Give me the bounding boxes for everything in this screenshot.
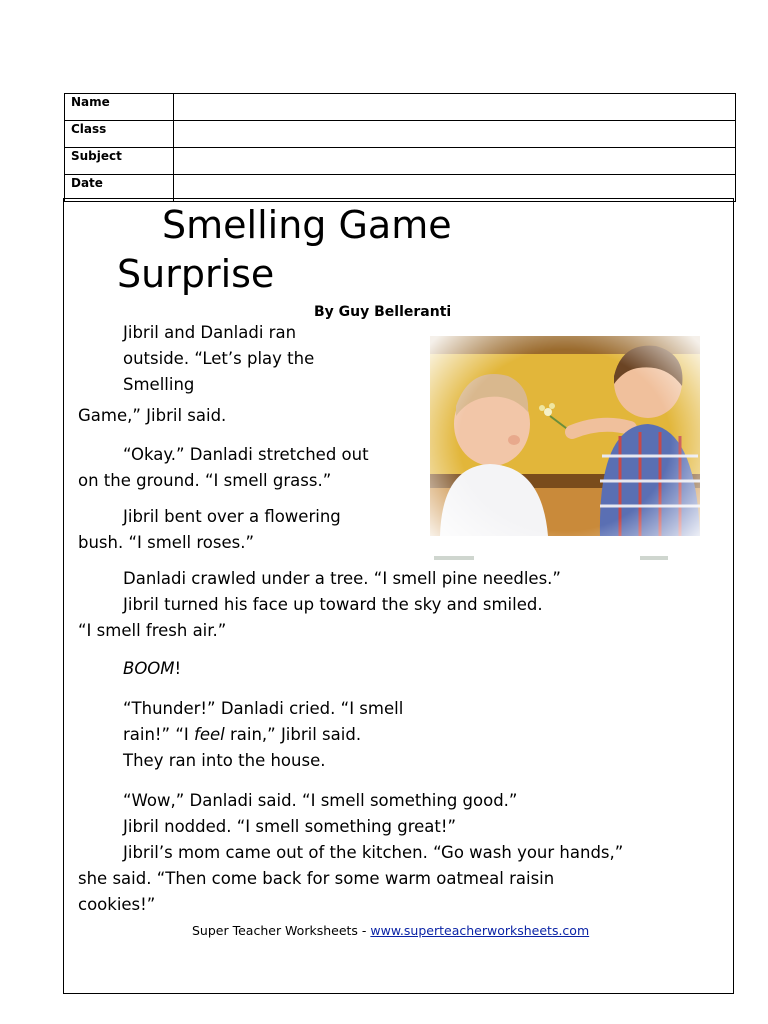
name-field[interactable] [174,94,736,121]
subject-label: Subject [65,148,174,175]
story-line: Smelling [123,375,195,394]
feel-suffix: rain,” Jibril said. [224,725,362,744]
story-title-line1: Smelling Game [162,203,452,247]
story-title-line2: Surprise [117,252,275,296]
story-line: she said. “Then come back for some warm oatmeal raisin [78,869,555,888]
story-line: bush. “I smell roses.” [78,533,255,552]
story-line: Jibril turned his face up toward the sky and smiled. [123,595,543,614]
class-label: Class [65,121,174,148]
story-line: “Thunder!” Danladi cried. “I smell [123,699,404,718]
name-label: Name [65,94,174,121]
story-line-feel [123,722,361,748]
story-line: “Okay.” Danladi stretched out [123,445,369,464]
story-line: on the ground. “I smell grass.” [78,471,332,490]
boom-emphasis: BOOM [123,659,175,678]
story-line: Jibril bent over a flowering [123,507,341,526]
subject-field[interactable] [174,148,736,175]
story-line: They ran into the house. [123,751,326,770]
story-line: cookies!” [78,895,156,914]
story-line: Jibril nodded. “I smell something great!” [123,817,457,836]
footer-link[interactable]: www.superteacherworksheets.com [370,923,590,938]
footer [192,923,589,938]
footer-text: Super Teacher Worksheets - [192,923,371,938]
story-line-boom [123,656,181,682]
feel-prefix: rain!” “I [123,725,195,744]
story-line: Jibril and Danladi ran [123,323,297,342]
feel-emphasis: feel [194,725,225,744]
story-byline: By Guy Belleranti [314,304,452,320]
boom-tail: ! [174,659,182,678]
story-line: Game,” Jibril said. [78,406,227,425]
story-line: Danladi crawled under a tree. “I smell pine needles.” [123,569,561,588]
boys-smelling-flower-image [430,336,700,568]
story-photo [430,336,700,568]
story-line: Jibril’s mom came out of the kitchen. “Go wash your hands,” [123,843,624,862]
story-line: “I smell fresh air.” [78,621,227,640]
story-line: outside. “Let’s play the [123,349,315,368]
student-info-table [64,93,736,202]
story-line: “Wow,” Danladi said. “I smell something good.” [123,791,518,810]
date-label: Date [65,175,174,202]
class-field[interactable] [174,121,736,148]
